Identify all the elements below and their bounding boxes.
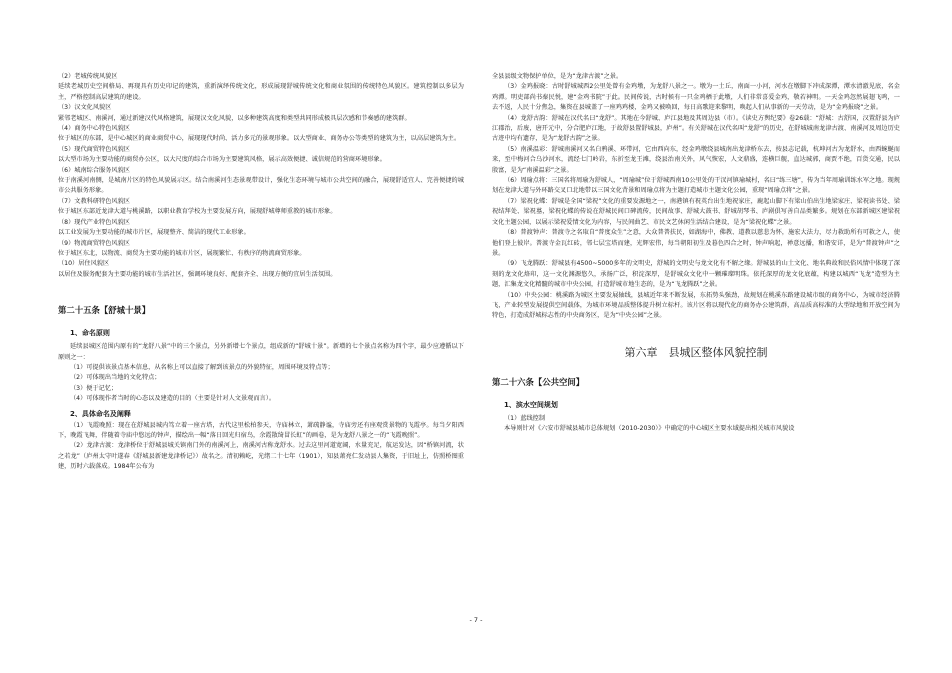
- paragraph: （8）现代产业特色风貌区: [58, 218, 130, 226]
- right-column: [492, 72, 900, 435]
- paragraph: 紧邻老城区、南溪河，通过新建汉代风格建筑，展现汉文化风貌，以多种建筑高度和类型共同形成极具层次感和节奏感的建筑群。: [58, 114, 411, 122]
- page-number: - 7 -: [469, 616, 483, 624]
- district-list: [58, 72, 464, 280]
- paragraph: 位于城区东北，以物流、商贸为主要功能的城市片区，展现繁忙、有秩序的物流商贸形象。: [58, 249, 306, 257]
- paragraph: （4）商务中心特色风貌区: [58, 125, 130, 133]
- paragraph: （8）普渡钟声：普渡寺之名取自“普度众生”之意，大众普普扶民，如湖海中，佛教、道教以慈悲为怀，施宏大法力，尽力救助所有可救之人，使他们登上彼岸。普渡寺金瓦红砖，邻七层宝塔而建，光辉宏伟，每当朝阳初生及暮色四合之时，钟声响起，禅意远播，和谐安详，是为“普渡钟声”之景。: [492, 229, 900, 257]
- left-column: [58, 72, 464, 473]
- paragraph: 全县县级文物保护单位，是为“龙津古渡”之景。: [492, 73, 623, 80]
- paragraph: （5）现代商贸特色风貌区: [58, 145, 130, 153]
- paragraph: 位于南溪河南侧，是城南片区的特色风貌展示区。结合南溪河生态景观带设计，强化生态环境与城市公共空间的融合，展现舒适宜人、完善便捷的城市公共服务形象。: [58, 177, 464, 195]
- paragraph: （9）物流商贸特色风貌区: [58, 239, 130, 247]
- paragraph: （10）中央公园：桃溪路为城区主要发展轴线，县城近年来不断发展，东拓势头强劲，故规划在桃溪东路建设城市级的商务中心，为城市经济腾飞，产业转型发展提供空间载体，为城市环境品质整体提升树立标杆。该片区将以现代化的商务办公建筑群，高品质高标准的大型绿地和开放空间为特色，打造成舒城标志性的中央商务区，是为“中央公园”之景。: [492, 291, 900, 320]
- scenic-descriptions: [58, 421, 464, 473]
- paragraph: （9）飞龙腾跃：舒城县有4500~5000多年的文明史，舒城的文明史与龙文化有不解之缘。舒城县的山土文化、地名典故和民俗风情中体现了深刻的龙文化烙印，这一文化渊源悠久，承扬广泛，积淀深厚，是舒城众文化中一颗璀璨明珠。依托深厚的龙文化底蕴，构建以城西“飞龙”造型为主题，汇集龙文化精髓的城市中央公园，打造舒城市地生态的，是为“飞龙腾跃”之景。: [492, 260, 900, 289]
- naming-principles: [58, 342, 464, 404]
- paragraph: （10）居住风貌区: [58, 260, 110, 268]
- paragraph: 以工业发展为主要功能的城市片区，展现整齐、简洁的现代工业形象。: [58, 229, 250, 237]
- paragraph: （3）汉文化风貌区: [58, 104, 112, 112]
- paragraph: （2）可体现出当地的文化特点；: [70, 374, 161, 382]
- paragraph: （2）老城传统风貌区: [58, 73, 118, 80]
- paragraph: （6）周瑜点将：三国名将周瑜为舒城人，“周瑜城”位于舒城西南10公里处的干汊河镇瑜城村，名曰“练三塘”，传为当年周瑜训练水军之地。现规划在龙津大道与外环路交叉口北地带以三国文化背景和周瑜点将为主题打造城市主题文化公园，重现“周瑜点将”之景。: [492, 177, 900, 195]
- section-title: 第二十五条【舒城十景】: [58, 305, 151, 316]
- subsection-title: 2、具体命名及阐释: [70, 409, 131, 418]
- chapter-title: 第六章 县城区整体风貌控制: [624, 345, 768, 359]
- paragraph: 位于城区东部近龙津大道与桃溪路，以职业教育学校为主要发展方向，展现舒城尊师重教的城市形象。: [58, 208, 337, 216]
- subsection-title: 1、命名原则: [70, 329, 110, 338]
- paragraph: （7）梁祝化蝶：舒城是全国“梁祝”文化的重要发源地之一，南港镇有祝英台出生地祝家庄，鹿起山脚下有梁山伯出生地梁家庄、梁祝读书处、梁祝结拜处、梁祝墓，梁祝化蝶的传说在舒城民间口碑流传，民间故事、舒城大鼓书、舒城胡琴书、庐剧俱写善自品类繁多。规划在东部新城区建梁祝文化主题公园，以展示梁祝爱情文化为内容，与民间曲艺、市民文艺休闲生活结合建设，是为“梁祝化蝶”之景。: [492, 197, 900, 226]
- paragraph: （1）蓝线控制: [504, 414, 546, 422]
- paragraph: 位于城区的东部，是中心城区的商业商贸中心，展现现代时尚、活力多元的景观形象。以大型商业、商务办公等类型的建筑为主，以高层建筑为主。: [58, 135, 461, 143]
- paragraph: 延续县城区范围内原有的“龙舒八景”中的三个景点，另外新增七个景点，组成新的“舒城十景”。新增的七个景点名称为四个字，最少应遵循以下原则之一：: [58, 343, 464, 361]
- paragraph: 以大型市场为主要功能的商贸办公区，以大尺度的综合市场为主要建筑风格，展示高效便捷、诚信规范的营商环境形象。: [58, 156, 386, 164]
- paragraph: （3）便于记忆；: [70, 384, 118, 392]
- paragraph: （7）文教科研特色风貌区: [58, 197, 130, 205]
- paragraph: 延续老城历史空间格局、再现具有历史印记的建筑，重新演绎传统文化，形成展现舒城传统文化和商业氛围的传统特色风貌区。建筑控制以多层为主，严格控制高层建筑的建设。: [58, 83, 464, 101]
- scenic-descriptions-continued: [492, 72, 900, 322]
- paragraph: （2）龙津古渡：龙津桥位于舒城县城关镇南门外的南溪河上，南溪河古称龙舒水。过去这里河道宽阔，水量充足，航运发达，因“桥镇河流，状之若龙”（庐州太守叶遂春《舒城县新建龙津桥记》）故名之。清初赖屹，光绪二十七年（1901），知县萧亮仁发动县人集资，于旧址上，仿照桥图重建，历时六载落成。1984年公布为: [58, 442, 464, 471]
- paragraph: （4）龙舒古韵：舒城在汉代名曰“龙舒”。其地在今舒城、庐江县地及其周边县（市）。《读史方舆纪要》卷26载：“舒城：古舒国，汉置舒县为庐江郡治，后废，唐开元中，分合肥庐江地，于故舒县置舒城县，庐州”。有关舒城在汉代名叫“龙舒”的历史，在舒城城南龙津古渡、南溪河及周边历史古迹中均有遗存，是为“龙舒古韵”之景。: [492, 114, 900, 143]
- section-title: 第二十六条【公共空间】: [492, 376, 585, 387]
- paragraph: （1）可提供该景点基本信息，从名称上可以直接了解到该景点的外貌特征，周围环境及特点等；: [70, 363, 334, 371]
- paragraph: 本导则针对《六安市舒城县城市总体规划（2010-2030）》中确定的中心城区主要水域提出相关城市风貌设: [504, 425, 795, 433]
- paragraph: （1）飞霞晚照：现在在舒城县城内笃立着一座古塔，古代这里松柏参天，寺庙林立，萧疏静谧，寺庙旁还有座观赏景物的飞霞亭。每当夕阳西下，晚霞飞舞，伴随着寺庙中悠远的钟声，描绘出一幅“落日回光归宿鸟，余霞散绮冒长虹”的画卷，是为龙舒八景之一的“飞霞晚照”。: [58, 421, 464, 439]
- paragraph: （5）南溪温彩：舒城南溪河又名白鸦溪、环带河，它由西向东，经金鸡墩绕县城南出龙津桥东去，按县志记载，杭坤河古为龙舒水，由西蜿蜒而来，至中梅河合乌沙河水，流经七门岭岩，东折至龙王滩，绕县治南关外，风气恢宏，人文鼎盛，连横巨舰，直达城郭，商贾不绝，百货交通，民以殷富，是为“南溪温彩”之景。: [492, 145, 900, 174]
- paragraph: （6）城南综合服务风貌区: [58, 166, 130, 174]
- paragraph: 以居住及服务配套为主要功能的城市生活社区，强调环境良好、配套齐全、出现方便的宜居生活氛围。: [58, 270, 337, 278]
- paragraph: （4）可体现作者当时的心态以及建造的目的（主要是针对人文景观而言）。: [70, 395, 276, 403]
- paragraph: （3）金鸡报晓：古时舒城城西2公里处曾有金鸡墩，为龙舒八景之一。墩为一土丘，南面一小河，河水在墩脚下冲成深潭，潭水清澈见底，名金鸡潭。明吏部尚书秦民悦，建“金鸡书院”于此。民间传说，古时候有一只金鸡栖于此墩，人们非常喜爱金鸡，敬若神明。一天金鸡忽然展翅飞鸣，一去不返，人民十分焦急，集资在县城盖了一座鸡鸡楼，金鸡又被唤回，每日高歌迎来黎明，唤起人们从事新的一天劳动，是为“金鸡报晓”之景。: [492, 83, 900, 112]
- subsection-title: 1、滨水空间规划: [504, 400, 558, 409]
